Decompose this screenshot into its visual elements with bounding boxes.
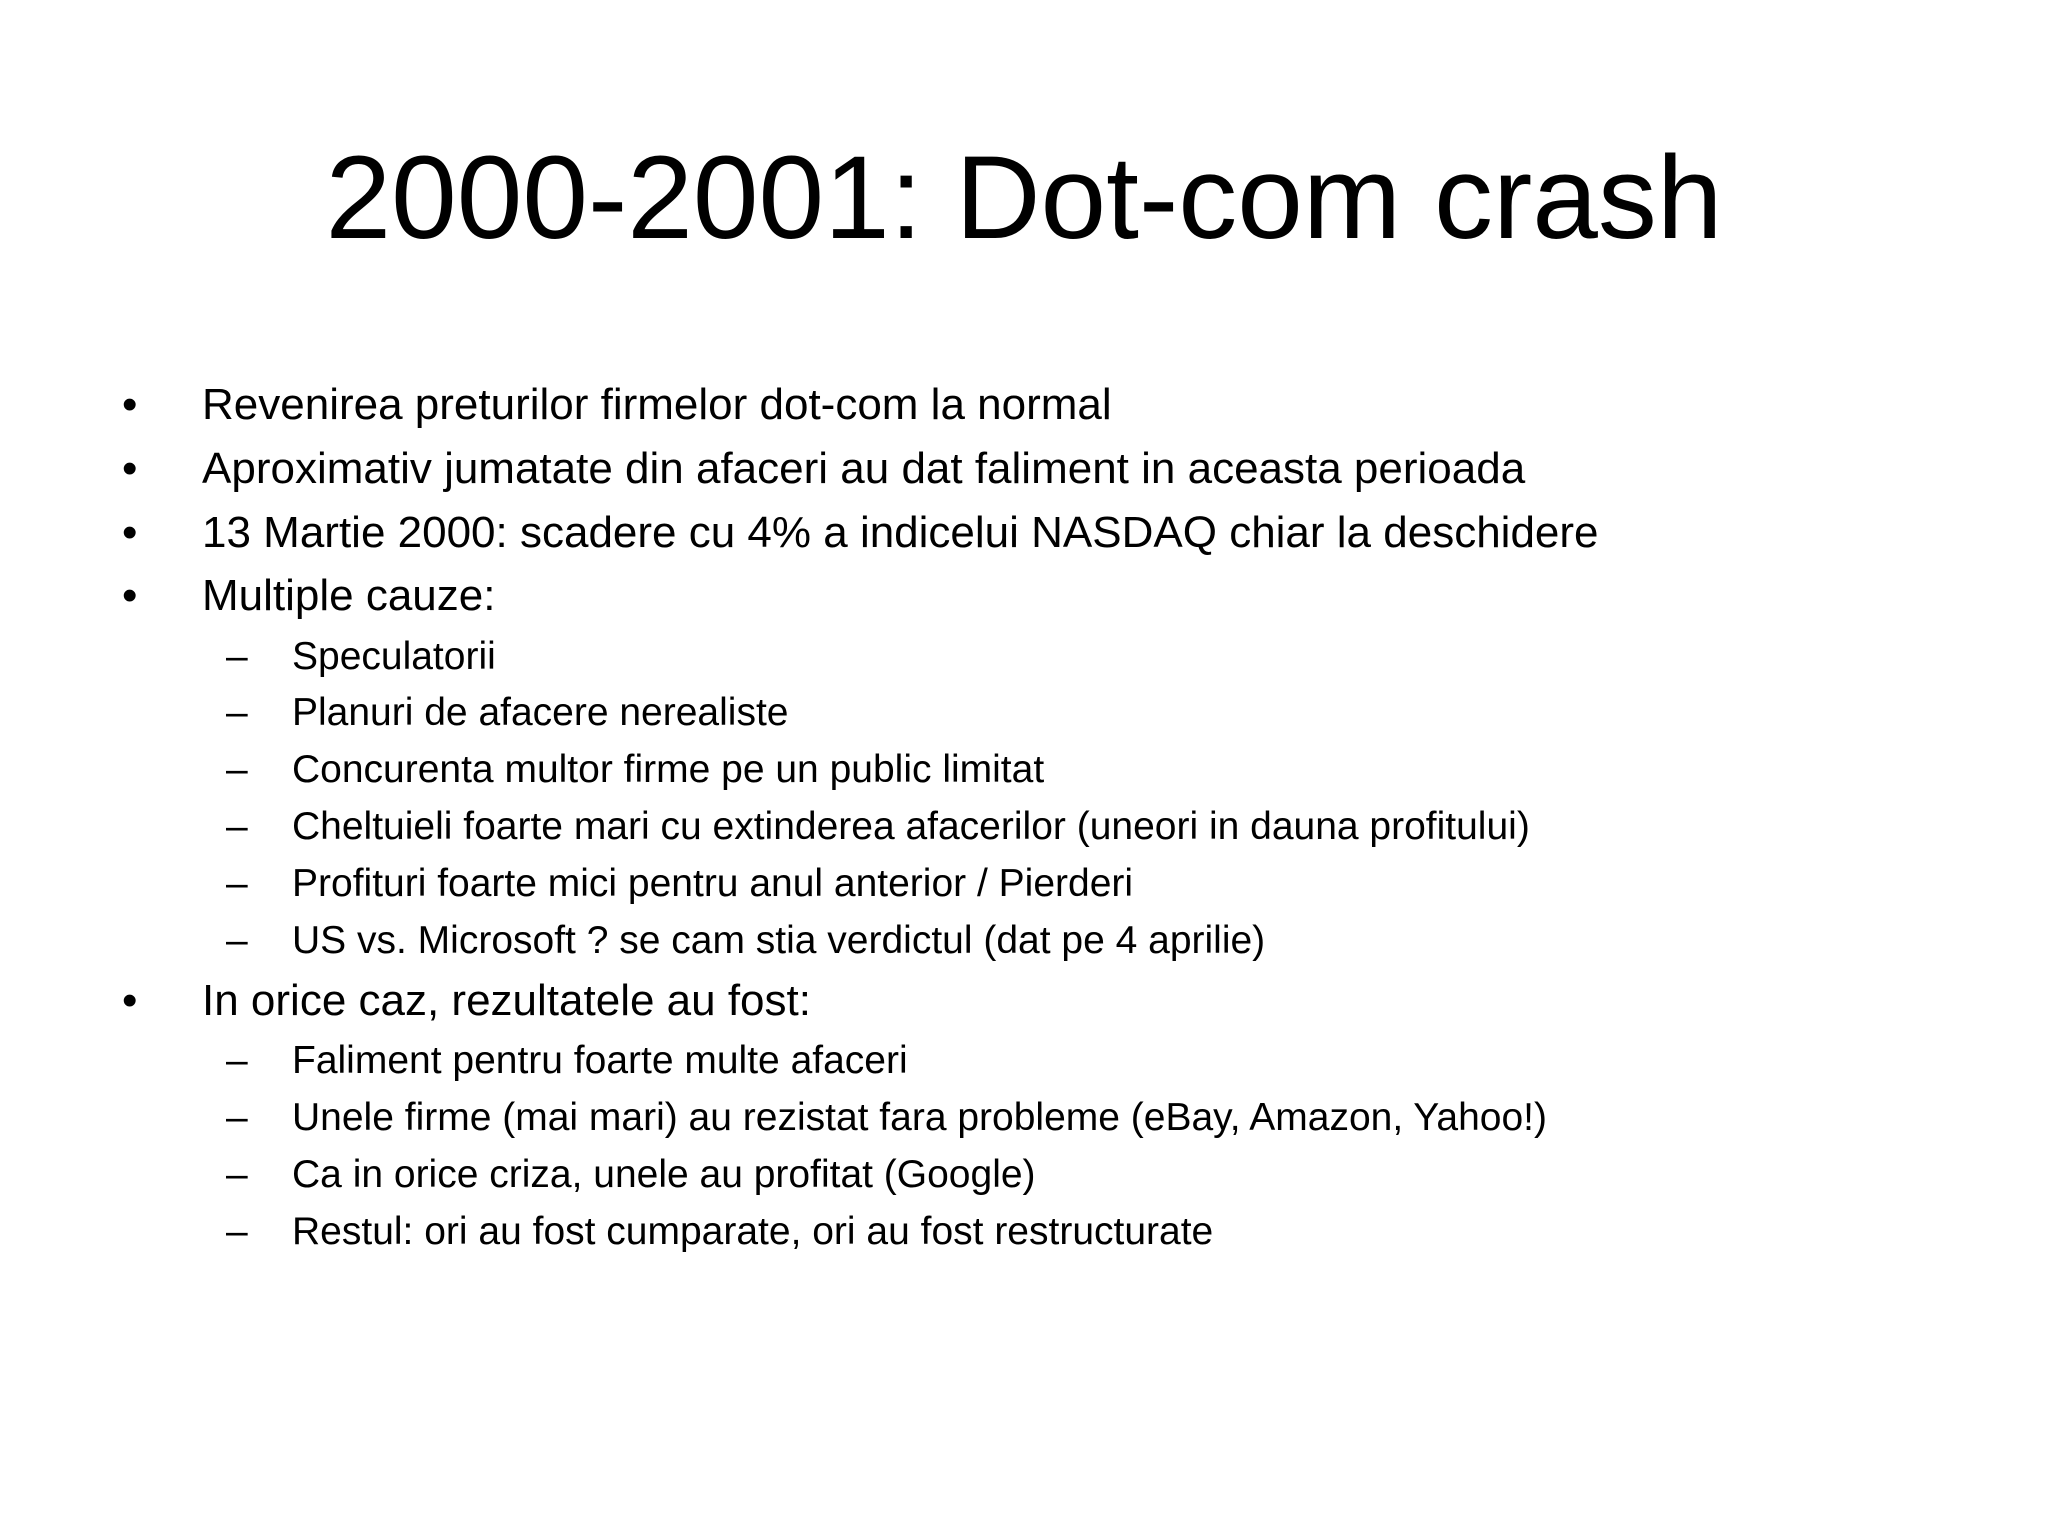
sub-bullet-text: Unele firme (mai mari) au rezistat fara probleme (eBay, Amazon, Yahoo!) xyxy=(292,1096,1548,1139)
dash-marker: – xyxy=(226,862,248,905)
bullet-marker: • xyxy=(122,380,138,429)
sub-bullet-text: Concurenta multor firme pe un public limitat xyxy=(292,748,1045,791)
dash-marker: – xyxy=(226,1153,248,1196)
sub-bullet-text: US vs. Microsoft ? se cam stia verdictul (dat pe 4 aprilie) xyxy=(292,919,1266,962)
dash-marker: – xyxy=(226,1210,248,1253)
dash-marker: – xyxy=(226,1039,248,1082)
bullet-text: In orice caz, rezultatele au fost: xyxy=(202,976,811,1025)
bullet-marker: • xyxy=(122,444,138,493)
sub-bullet-text: Cheltuieli foarte mari cu extinderea afacerilor (uneori in dauna profitului) xyxy=(292,805,1530,848)
dash-marker: – xyxy=(226,635,248,678)
dash-marker: – xyxy=(226,748,248,791)
bullet-marker: • xyxy=(122,508,138,557)
bullet-text: Multiple cauze: xyxy=(202,571,496,620)
sub-bullet-text: Restul: ori au fost cumparate, ori au fost restructurate xyxy=(292,1210,1214,1253)
bullet-text: Revenirea preturilor firmelor dot-com la normal xyxy=(202,380,1112,429)
sub-bullet-text: Profituri foarte mici pentru anul anterior / Pierderi xyxy=(292,862,1134,905)
slide-title: 2000-2001: Dot-com crash xyxy=(325,132,1723,264)
dash-marker: – xyxy=(226,1096,248,1139)
bullet-text: Aproximativ jumatate din afaceri au dat faliment in aceasta perioada xyxy=(202,444,1526,493)
sub-bullet-text: Planuri de afacere nerealiste xyxy=(292,691,789,734)
bullet-text: 13 Martie 2000: scadere cu 4% a indicelui NASDAQ chiar la deschidere xyxy=(202,508,1599,557)
dash-marker: – xyxy=(226,919,248,962)
sub-bullet-text: Faliment pentru foarte multe afaceri xyxy=(292,1039,908,1082)
dash-marker: – xyxy=(226,691,248,734)
bullet-marker: • xyxy=(122,976,138,1025)
bullet-marker: • xyxy=(122,571,138,620)
dash-marker: – xyxy=(226,805,248,848)
sub-bullet-text: Ca in orice criza, unele au profitat (Google) xyxy=(292,1153,1036,1196)
sub-bullet-text: Speculatorii xyxy=(292,635,496,678)
